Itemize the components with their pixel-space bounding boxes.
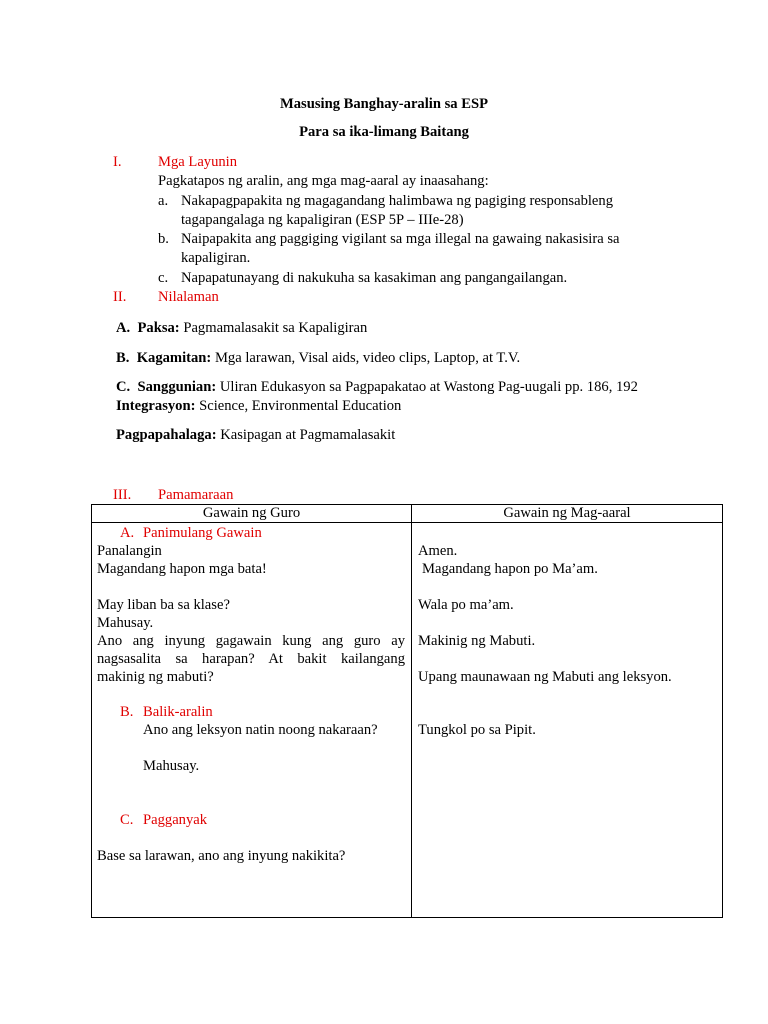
paksa-value: Pagmamalasakit sa Kapaligiran <box>183 320 368 336</box>
objective-c-marker: c. <box>158 270 169 286</box>
guro-c-heading: Pagganyak <box>143 812 208 828</box>
guro-larawan: Base sa larawan, ano ang inyung nakikita? <box>97 848 346 864</box>
section-3-number: III. <box>113 487 132 503</box>
pagpapahalaga-label: Pagpapahalaga: <box>116 427 217 443</box>
objective-a-line2: tagapangalaga ng kapaligiran (ESP 5P – IIIe-28) <box>181 212 464 228</box>
paksa-row <box>116 319 367 337</box>
objective-a-line1: Nakapagpapakita ng magagandang halimbawa ng pagiging responsableng <box>181 193 613 209</box>
guro-greeting: Magandang hapon mga bata! <box>97 561 267 577</box>
pagpapahalaga-row <box>116 426 395 444</box>
sanggunian-row <box>116 378 638 396</box>
magaaral-wala: Wala po ma’am. <box>418 597 514 613</box>
guro-a-heading: Panimulang Gawain <box>143 525 262 541</box>
sanggunian-value: Uliran Edukasyon sa Pagpapakatao at Wastong Pag-uugali pp. 186, 192 <box>219 379 638 395</box>
kagamitan-label: Kagamitan: <box>136 350 212 366</box>
magaaral-tungkol: Tungkol po sa Pipit. <box>418 722 536 738</box>
guro-mahusay-1: Mahusay. <box>97 615 154 631</box>
guro-b-marker: B. <box>120 704 134 720</box>
guro-b-heading: Balik-aralin <box>143 704 213 720</box>
objective-b-line2: kapaligiran. <box>181 250 251 266</box>
guro-liban: May liban ba sa klase? <box>97 597 230 613</box>
document-subtitle: Para sa ika-limang Baitang <box>299 124 469 140</box>
kagamitan-row <box>116 349 520 367</box>
guro-a-marker: A. <box>120 525 135 541</box>
sanggunian-label: Sanggunian: <box>137 379 217 395</box>
objectives-intro: Pagkatapos ng aralin, ang mga mag-aaral ay inaasahang: <box>158 173 489 189</box>
kagamitan-marker: B. <box>116 350 130 366</box>
guro-question-line2: nagsasalita sa harapan? At bakit kailangang <box>97 651 405 667</box>
paksa-marker: A. <box>116 320 131 336</box>
magaaral-cell <box>412 523 723 918</box>
guro-leksyon: Ano ang leksyon natin noong nakaraan? <box>143 722 378 738</box>
document-title: Masusing Banghay-aralin sa ESP <box>279 96 488 112</box>
section-1-heading: Mga Layunin <box>158 154 238 170</box>
paksa-label: Paksa: <box>137 320 180 336</box>
pagpapahalaga-value: Kasipagan at Pagmamalasakit <box>220 427 396 443</box>
sanggunian-marker: C. <box>116 379 131 395</box>
integrasyon-row <box>116 397 401 415</box>
guro-question-line3: makinig ng mabuti? <box>97 669 214 685</box>
magaaral-makinig: Makinig ng Mabuti. <box>418 633 536 649</box>
section-3-heading: Pamamaraan <box>158 487 234 503</box>
guro-cell <box>92 523 412 918</box>
header-guro: Gawain ng Guro <box>92 505 412 523</box>
header-magaaral: Gawain ng Mag-aaral <box>412 505 723 523</box>
procedure-table <box>91 504 723 918</box>
objective-a-marker: a. <box>158 193 169 209</box>
objective-b-marker: b. <box>158 231 169 247</box>
integrasyon-value: Science, Environmental Education <box>199 398 402 414</box>
section-1-number: I. <box>113 154 122 170</box>
guro-c-marker: C. <box>120 812 134 828</box>
guro-question-line1: Ano ang inyung gagawain kung ang guro ay <box>97 633 405 649</box>
integrasyon-label: Integrasyon: <box>116 398 196 414</box>
table-header-row <box>92 505 723 523</box>
section-2-heading: Nilalaman <box>158 289 219 305</box>
guro-mahusay-2: Mahusay. <box>143 758 200 774</box>
objective-b-line1: Naipapakita ang paggiging vigilant sa mga illegal na gawaing nakasisira sa <box>181 231 620 247</box>
magaaral-greeting: Magandang hapon po Ma’am. <box>422 561 598 577</box>
section-2-number: II. <box>113 289 127 305</box>
magaaral-upang: Upang maunawaan ng Mabuti ang leksyon. <box>418 669 672 685</box>
guro-panalangin: Panalangin <box>97 543 162 559</box>
objective-c-line1: Napapatunayang di nakukuha sa kasakiman ang pangangailangan. <box>181 270 568 286</box>
magaaral-amen: Amen. <box>418 543 458 559</box>
kagamitan-value: Mga larawan, Visal aids, video clips, Laptop, at T.V. <box>214 350 521 366</box>
table-body-row <box>92 523 723 918</box>
